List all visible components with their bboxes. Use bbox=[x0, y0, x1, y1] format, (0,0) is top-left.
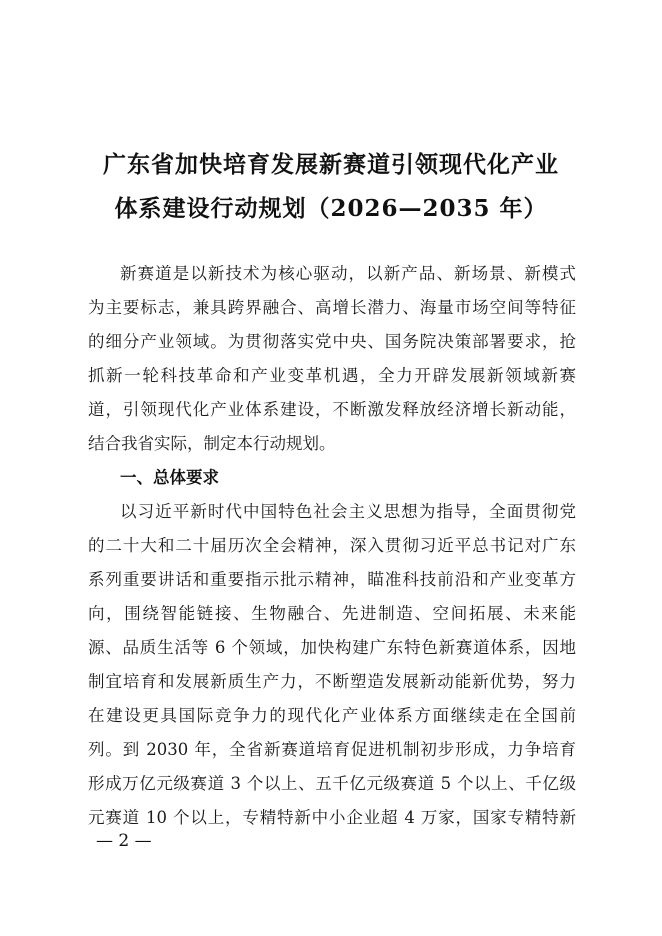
document-title-line-1: 广东省加快培育发展新赛道引领现代化产业 bbox=[103, 151, 559, 178]
paragraph-2-line: 以习近平新时代中国特色社会主义思想为指导，全面贯彻党 bbox=[120, 502, 576, 521]
paragraph-1-line: 新赛道是以新技术为核心驱动，以新产品、新场景、新模式 bbox=[120, 264, 576, 283]
paragraph-2-line: 制宜培育和发展新质生产力，不断塑造发展新动能新优势，努力 bbox=[88, 672, 576, 691]
paragraph-1-line: 的细分产业领域。为贯彻落实党中央、国务院决策部署要求，抢 bbox=[88, 332, 576, 351]
section-heading: 一、总体要求 bbox=[120, 468, 219, 487]
paragraph-1-line: 道，引领现代化产业体系建设，不断激发释放经济增长新动能， bbox=[88, 400, 576, 419]
paragraph-1-line: 为主要标志，兼具跨界融合、高增长潜力、海量市场空间等特征 bbox=[88, 298, 576, 317]
paragraph-2-line: 向，围绕智能链接、生物融合、先进制造、空间拓展、未来能 bbox=[88, 604, 576, 623]
paragraph-2-line: 元赛道 10 个以上，专精特新中小企业超 4 万家，国家专精特新 bbox=[88, 808, 576, 827]
paragraph-2-line: 源、品质生活等 6 个领域，加快构建广东特色新赛道体系，因地 bbox=[88, 638, 576, 657]
paragraph-2-line: 系列重要讲话和重要指示批示精神，瞄准科技前沿和产业变革方 bbox=[88, 570, 576, 589]
paragraph-2-line: 形成万亿元级赛道 3 个以上、五千亿元级赛道 5 个以上、千亿级 bbox=[88, 774, 576, 793]
paragraph-1-line: 抓新一轮科技革命和产业变革机遇，全力开辟发展新领域新赛 bbox=[88, 366, 576, 385]
paragraph-2-line: 在建设更具国际竞争力的现代化产业体系方面继续走在全国前 bbox=[88, 706, 576, 725]
document-title-line-2: 体系建设行动规划（2026—2035 年） bbox=[114, 195, 548, 222]
paragraph-2-line: 的二十大和二十届历次全会精神，深入贯彻习近平总书记对广东 bbox=[88, 536, 576, 555]
page-number: — 2 — bbox=[96, 831, 152, 851]
paragraph-1-line: 结合我省实际，制定本行动规划。 bbox=[88, 434, 336, 453]
paragraph-2-line: 列。到 2030 年，全省新赛道培育促进机制初步形成，力争培育 bbox=[88, 740, 576, 759]
